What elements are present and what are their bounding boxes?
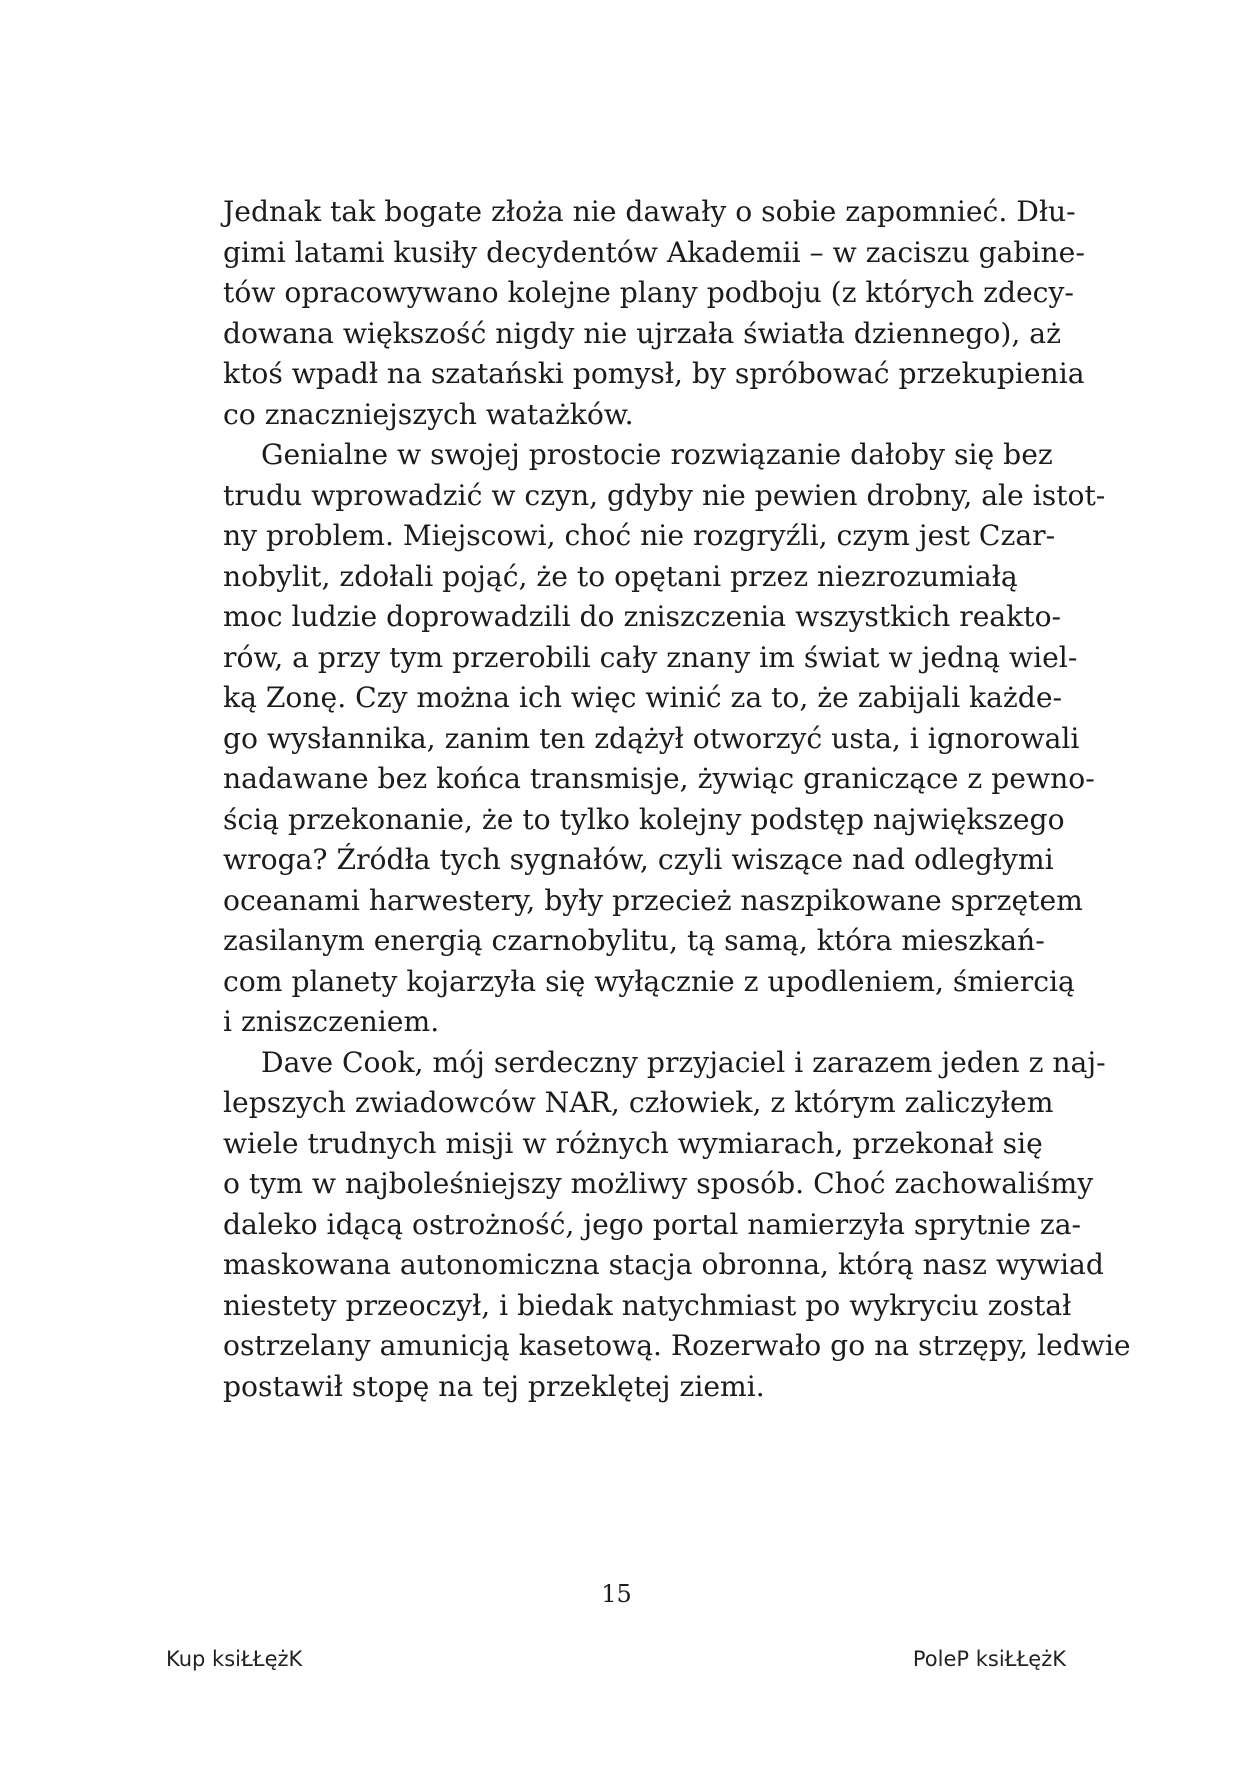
text-line: niestety przeoczył, i biedak natychmiast po wykryciu został bbox=[223, 1288, 1072, 1322]
text-line: ką Zonę. Czy można ich więc winić za to, że zabijali każde- bbox=[223, 681, 1063, 714]
text-line: oceanami harwestery, były przecież naszpikowane sprzętem bbox=[223, 883, 1083, 917]
text-line: Jednak tak bogate złoża nie dawały o sobie zapomnieć. Dłu- bbox=[223, 195, 1076, 228]
text-line: nadawane bez końca transmisje, żywiąc graniczące z pewno- bbox=[223, 762, 1095, 795]
text-line: ścią przekonanie, że to tylko kolejny podstęp największego bbox=[223, 802, 1065, 836]
text-line: wiele trudnych misji w różnych wymiarach, przekonał się bbox=[223, 1126, 1043, 1160]
book-page-text bbox=[223, 192, 1131, 1407]
recommend-book-link[interactable]: PoleP ksiŁŁężK bbox=[912, 1647, 1066, 1671]
text-line: nobylit, zdołali pojąć, że to opętani przez niezrozumiałą bbox=[223, 559, 1018, 593]
text-line: co znaczniejszych watażków. bbox=[223, 397, 634, 431]
text-line: maskowana autonomiczna stacja obronna, którą nasz wywiad bbox=[223, 1248, 1104, 1281]
text-line: moc ludzie doprowadzili do zniszczenia wszystkich reakto- bbox=[223, 600, 1062, 633]
text-line: rów, a przy tym przerobili cały znany im świat w jedną wiel- bbox=[223, 640, 1078, 674]
text-line: zasilanym energią czarnobylitu, tą samą, która mieszkań- bbox=[223, 924, 1045, 957]
text-line: postawił stopę na tej przeklętej ziemi. bbox=[223, 1369, 765, 1403]
text-line: ostrzelany amunicją kasetową. Rozerwało go na strzępy, ledwie bbox=[223, 1329, 1131, 1362]
text-line: ktoś wpadł na szatański pomysł, by spróbować przekupienia bbox=[223, 357, 1085, 390]
text-line: trudu wprowadzić w czyn, gdyby nie pewien drobny, ale istot- bbox=[223, 478, 1106, 512]
text-line: Dave Cook, mój serdeczny przyjaciel i zarazem jeden z naj- bbox=[261, 1045, 1106, 1079]
text-line: wroga? Źródła tych sygnałów, czyli wiszące nad odległymi bbox=[223, 843, 1054, 876]
text-line: tów opracowywano kolejne plany podboju (z których zdecy- bbox=[223, 276, 1074, 309]
text-line: o tym w najboleśniejszy możliwy sposób. Choć zachowaliśmy bbox=[223, 1167, 1094, 1200]
text-line: lepszych zwiadowców NAR, człowiek, z którym zaliczyłem bbox=[223, 1086, 1054, 1119]
page-number: 15 bbox=[601, 1580, 632, 1608]
text-line: go wysłannika, zanim ten zdążył otworzyć usta, i ignorowali bbox=[223, 721, 1080, 755]
text-line: Genialne w swojej prostocie rozwiązanie dałoby się bez bbox=[261, 438, 1053, 471]
text-line: dowana większość nigdy nie ujrzała światła dziennego), aż bbox=[223, 316, 1061, 350]
text-line: daleko idącą ostrożność, jego portal namierzyła sprytnie za- bbox=[223, 1207, 1082, 1241]
buy-book-link[interactable]: Kup ksiŁŁężK bbox=[166, 1647, 303, 1671]
text-line: gimi latami kusiły decydentów Akademii – w zaciszu gabine- bbox=[223, 235, 1085, 269]
text-line: i zniszczeniem. bbox=[223, 1005, 440, 1038]
text-line: ny problem. Miejscowi, choć nie rozgryźli, czym jest Czar- bbox=[223, 519, 1056, 552]
text-line: com planety kojarzyła się wyłącznie z upodleniem, śmiercią bbox=[223, 964, 1075, 998]
